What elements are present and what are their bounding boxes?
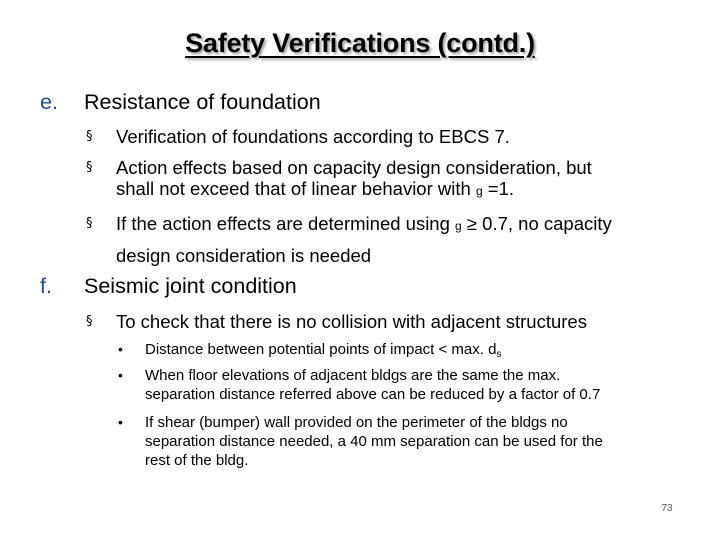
square-bullet-icon: § [86,314,93,329]
section-heading: Resistance of foundation [84,90,321,114]
section-e-heading [40,90,321,115]
section-marker: f. [40,274,52,298]
sub-bullet-line: separation distance referred above can be reduced by a factor of 0.7 [145,386,601,403]
section-f-heading [40,274,297,299]
bullet-line: shall not exceed that of linear behavior with [116,178,476,199]
slide-title: Safety Verifications (contd.) [185,28,535,58]
greek-symbol: g [475,184,483,198]
section-marker: e. [40,90,58,114]
greek-symbol: g [455,219,462,233]
round-bullet-icon: • [118,341,123,357]
bullet-line: design consideration is needed [116,245,372,266]
square-bullet-icon: § [86,129,93,144]
subscript: s [496,349,502,360]
sub-bullet-line: If shear (bumper) wall provided on the perimeter of the bldgs no [145,414,568,431]
round-bullet-icon: • [118,414,123,430]
sub-bullet-text [145,413,710,470]
square-bullet-icon: § [86,216,93,231]
sub-bullet-text [145,366,710,404]
sub-bullet-line: rest of the bldg. [145,452,249,469]
bullet-text: To check that there is no collision with adjacent structures [116,311,587,332]
section-heading: Seismic joint condition [84,274,297,298]
round-bullet-icon: • [118,367,123,383]
bullet-text [116,157,716,202]
sub-bullet-line: When floor elevations of adjacent bldgs are the same the max. [145,367,561,384]
bullet-line: ≥ 0.7, no capacity [461,213,612,234]
bullet-line: If the action effects are determined using [116,213,456,234]
bullet-line: =1. [482,178,514,199]
sub-bullet-text [145,340,710,364]
bullet-text [116,209,716,271]
page-number: 73 [661,503,673,514]
sub-bullet-line: separation distance needed, a 40 mm separation can be used for the [145,433,603,450]
bullet-text: Verification of foundations according to EBCS 7. [116,126,510,147]
sub-bullet-line: Distance between potential points of impact < max. d [145,341,497,358]
square-bullet-icon: § [86,160,93,175]
bullet-line: Action effects based on capacity design consideration, but [116,157,592,178]
